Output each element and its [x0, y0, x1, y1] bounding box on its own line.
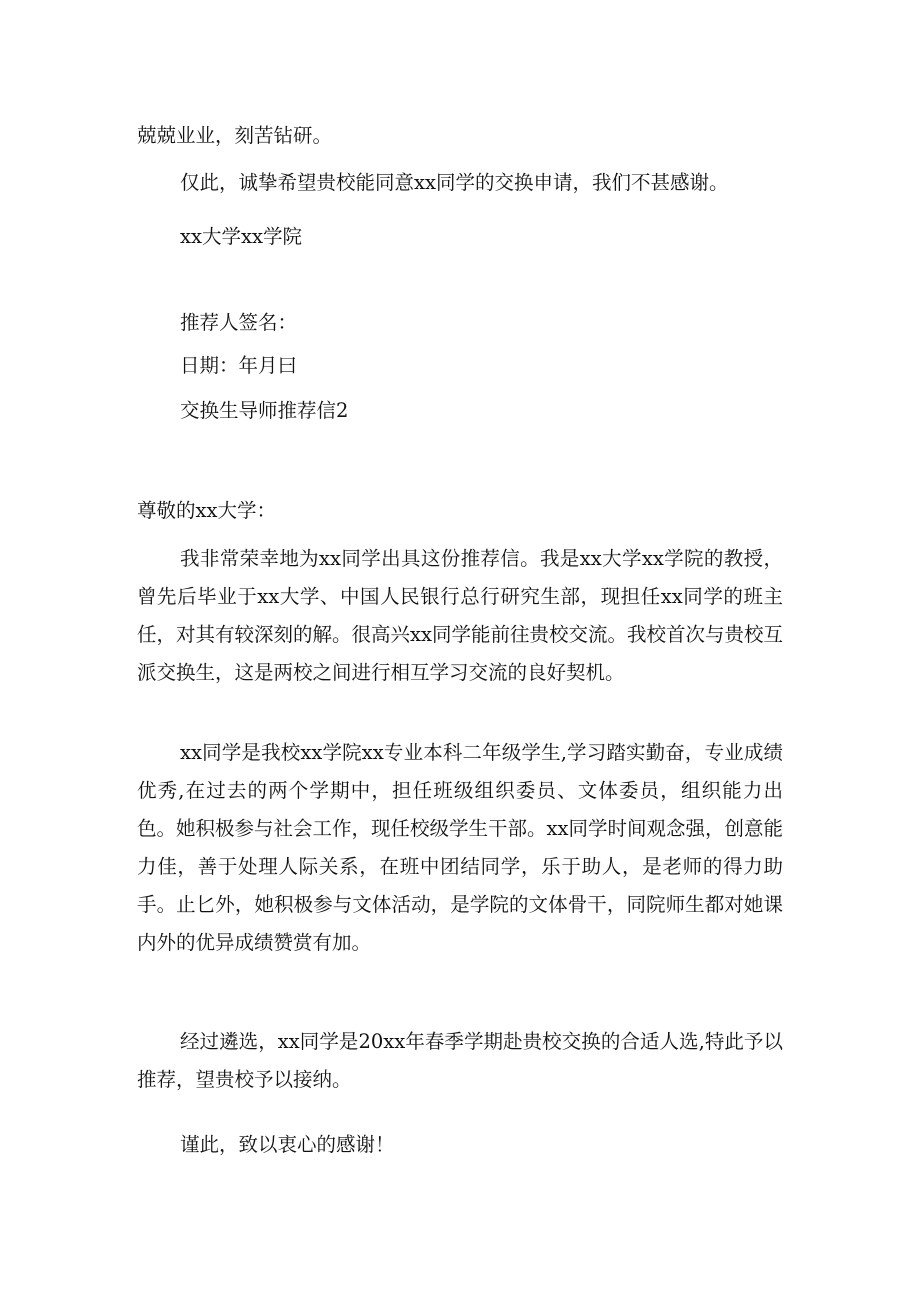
paragraph-closing: 谨此，致以衷心的感谢！ [180, 1133, 395, 1156]
text-line-signature: 推荐人签名： [180, 311, 298, 334]
text-line-request: 仅此，诚挚希望贵校能同意xx同学的交换申请，我们不甚感谢。 [180, 171, 729, 194]
section-heading: 交换生导师推荐信2 [180, 399, 349, 422]
salutation: 尊敬的xx大学： [137, 499, 276, 522]
paragraph-student-profile: xx同学是我校xx学院xx专业本科二年级学生,学习踏实勤奋，专业成绩优秀,在过去的两个学期中，担任班级组织委员、文体委员，组织能力出色。她积极参与社会工作，现任校级学生干部。xx同学时间观念强，创意能力佳，善于处理人际关系，在班中团结同学，乐于助人，是老师的得力助手。止匕外，她积极参与文体活动，是学院的文体骨干，同院师生都对她课内外的优异成绩赞赏有加。 [137, 741, 783, 954]
text-line-date: 日期：年月曰 [180, 354, 298, 377]
text-line-institution: xx大学xx学院 [180, 225, 302, 248]
paragraph-introduction: 我非常荣幸地为xx同学出具这份推荐信。我是xx大学xx学院的教授，曾先后毕业于xx大学、中国人民银行总行研究生部，现担任xx同学的班主任，对其有较深刻的解。很高兴xx同学能前往贵校交流。我校首次与贵校互派交换生，这是两校之间进行相互学习交流的良好契机。 [137, 547, 783, 684]
text-line-diligence: 兢兢业业，刻苦钻研。 [137, 124, 333, 147]
paragraph-recommendation: 经过遴选，xx同学是20xx年春季学期赴贵校交换的合适人选,特此予以推荐，望贵校予以接纳。 [137, 1030, 783, 1091]
